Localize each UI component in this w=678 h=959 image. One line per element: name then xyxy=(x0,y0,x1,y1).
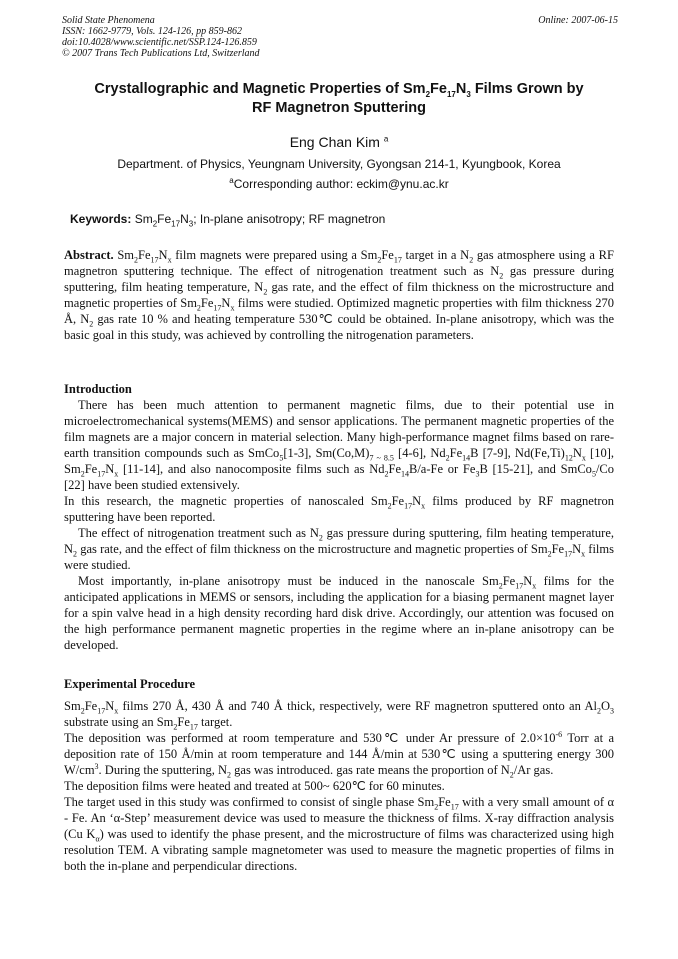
experimental-heading: Experimental Procedure xyxy=(64,677,196,691)
keywords-rest: ; In-plane anisotropy; RF magnetron xyxy=(193,212,386,226)
keywords-line: Keywords: $Sm_2Fe_{17}N_3$; In-plane anisotropy; RF magnetron xyxy=(70,212,386,229)
journal-header xyxy=(62,15,618,59)
title-line2: RF Magnetron Sputtering xyxy=(252,100,426,116)
online-date: Online: 2007-06-15 xyxy=(538,15,618,26)
title-line1-start: Crystallographic and Magnetic Properties of Sm xyxy=(94,81,426,97)
corresponding-author: $^a$Corresponding author: eckim@ynu.ac.kr xyxy=(229,176,449,191)
affiliation: Department. of Physics, Yeungnam University, Gyongsan 214-1, Kyungbook, Korea xyxy=(117,157,561,171)
keywords-label: Keywords: xyxy=(70,212,132,226)
abstract: Abstract. $Sm_2Fe_{17}N_x$ film magnets were prepared using a $Sm_2Fe_{17}$ target in a $N_2$ gas atmosphere using a RF magnetron sputtering technique. The effect of nitrogenation treatment such as $N_2$ gas pressure during sputtering, film heating temperature, $N_2$ gas rate, and the effect of film thickness on the microstructure and magnetic properties of $Sm_2Fe_{17}N_x$ films were studied. Optimized magnetic properties with film thickness 270 Å, $N_2$ gas rate 10 % and heating temperature 530℃ could be obtained. In-plane anisotropy, which was the basic goal in this study, was achieved by controlling the nitrogenation parameters. xyxy=(64,248,615,342)
abstract-label: Abstract. xyxy=(64,248,114,262)
experimental-procedure: Experimental Procedure $Sm_2Fe_{17}N_x$ films 270 Å, 430 Å and 740 Å thick, respectively, were RF magnetron sputtered onto an $Al_2O_3$ substrate using an $Sm_2Fe_{17}$ target. The deposition was performed at room temperature and 530℃ under Ar pressure of $2.0\times 10^{-6}$ Torr at a deposition rate of 150 Å/min at room temperature and 144 Å/min at 530℃ using a sputtering energy 300 $W/cm^3$. During the sputtering, $N_2$ gas was introduced. gas rate means the proportion of $N_2/Ar$ gas. The deposition films were heated and treated at 500~ 620℃ for 60 minutes. The target used in this study was confirmed to consist of single phase $Sm_2Fe_{17}$ with a very small amount of α - Fe. An ‘α-Step’ measurement device was used to measure the thickness of films. X-ray diffraction analysis (Cu $K_\alpha$) was used to identify the phase present, and the microstructure of films was characterized using high resolution TEM. A vibrating sample magnetometer was used to measure the magnetic properties of films in both the in-plane and perpendicular directions. xyxy=(64,677,615,873)
journal-name: Solid State Phenomena xyxy=(62,15,155,26)
introduction: Introduction There has been much attention to permanent magnetic films, due to their potential use in microelectromechanical systems(MEMS) and sensor applications. The permanent magnetic properties of the film magnets are a major concern in material selection. Many high-performance magnet films based on rare-earth transition compounds such as SmCo$_5$[1-3], $Sm(Co,M)_{7 \sim 8.5}$ [4-6], $Nd_2Fe_{14}B$ [7-9], $Nd(Fe,Ti)_{12}N_x$ [10], $Sm_2Fe_{17}N_x$ [11-14], and also nanocomposite films such as $Nd_2Fe_{14}B/a-Fe$ or $Fe_3B$ [15-21], and SmCo$_5$/Co [22] have been studied extensively. In this research, the magnetic properties of nanoscaled $Sm_2Fe_{17}N_x$ films produced by RF magnetron sputtering have been reported. The effect of nitrogenation treatment such as $N_2$ gas pressure during sputtering, film heating temperature, $N_2$ gas rate, and the effect of film thickness on the microstructure and magnetic properties of $Sm_2Fe_{17}N_x$ films were studied. Most importantly, in-plane anisotropy must be induced in the nanoscale $Sm_2Fe_{17}N_x$ films for the anticipated applications in MEMS or sensors, including the application for a biasing permanent magnet layer for a spin valve head in a high density recording hard disk drive. Accordingly, our attention was focused on the high performance permanent magnetic properties in the regime where an in-plane anisotropy can be developed. xyxy=(64,382,614,652)
doi-line[interactable]: doi:10.4028/www.scientific.net/SSP.124-126.859 xyxy=(62,37,257,48)
introduction-heading: Introduction xyxy=(64,382,132,396)
copyright-line: © 2007 Trans Tech Publications Ltd, Switzerland xyxy=(62,48,260,59)
author-mark: a xyxy=(383,134,389,144)
title-line1-end: Films Grown by xyxy=(470,81,584,97)
issn-line: ISSN: 1662-9779, Vols. 124-126, pp 859-862 xyxy=(62,26,242,37)
paper-title: Crystallographic and Magnetic Properties of $Sm_2Fe_{17}N_3$ Films Grown by RF Magnetron Sputtering xyxy=(94,81,584,116)
author-name: Eng Chan Kim $^a$ xyxy=(289,134,389,150)
